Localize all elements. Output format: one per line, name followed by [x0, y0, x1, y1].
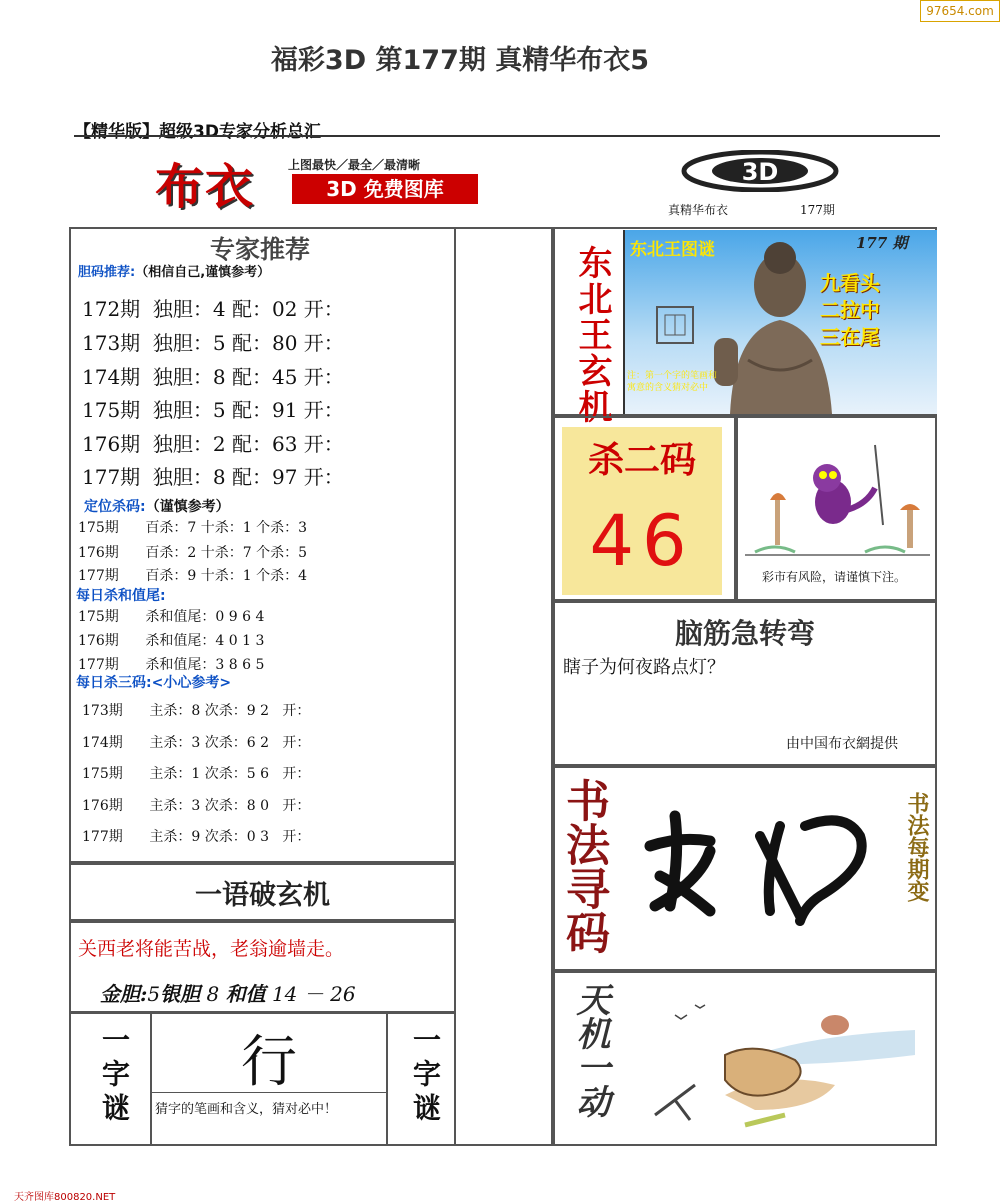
gold-silver-sum-line — [100, 978, 356, 1007]
riddle-credit: 由中国布衣網提供 — [786, 736, 898, 752]
kill-three-row: 173期 主杀：8 次杀：9 2 开： — [82, 703, 311, 719]
dan-row: 172期 独胆：4 配：02 开： — [82, 297, 344, 321]
site-watermark: 97654.com — [920, 0, 1000, 22]
dongbei-vertical-title: 东北王玄机 — [572, 245, 612, 425]
dan-row: 174期 独胆：8 配：45 开： — [82, 365, 344, 389]
zimi-divider — [150, 1092, 388, 1093]
position-heading — [84, 496, 230, 516]
yiyu-poem: 关西老将能苦战，老翁逾墙走。 — [78, 938, 345, 960]
svg-text:3D: 3D — [741, 158, 779, 186]
position-heading-label: 定位杀码: — [84, 499, 146, 515]
dan-heading-note: （相信自己,谨慎参考） — [135, 265, 271, 280]
blank-column — [456, 227, 553, 1146]
gold-label: 金胆: — [100, 982, 148, 1006]
dog-landscape-image — [635, 985, 925, 1135]
dongbei-hint-lines — [820, 270, 880, 351]
position-row: 175期 百杀：7 十杀：1 个杀：3 — [78, 520, 308, 536]
dongbei-issue: 177 期 — [856, 234, 908, 252]
logo-library-badge: 3D 免费图库 — [292, 174, 478, 204]
dinosaur-cartoon-image — [745, 430, 930, 565]
dan-heading-label: 胆码推荐: — [78, 265, 136, 280]
position-row: 177期 百杀：9 十杀：1 个杀：4 — [78, 568, 308, 584]
silver-value: 8 — [206, 982, 220, 1006]
dan-row: 173期 独胆：5 配：80 开： — [82, 331, 344, 355]
sum-tail-row: 176期 杀和值尾：4 0 1 3 — [78, 633, 265, 649]
seal-3d-logo — [680, 150, 840, 192]
zimi-label-left: 一字谜 — [98, 1025, 131, 1127]
kill-three-row: 176期 主杀：3 次杀：8 0 开： — [82, 798, 311, 814]
gold-value: 5 — [147, 982, 161, 1006]
kill-two-title: 杀二码 — [587, 440, 696, 481]
sum-value: 14 － 26 — [271, 982, 356, 1006]
logo-tagline: 上图最快／最全／最清晰 — [288, 158, 421, 172]
riddle-title: 脑筋急转弯 — [674, 617, 815, 650]
riddle-question: 瞎子为何夜路点灯？ — [563, 657, 725, 678]
sum-tail-heading: 每日杀和值尾: — [76, 588, 166, 604]
dan-row: 177期 独胆：8 配：97 开： — [82, 465, 344, 489]
dan-heading — [78, 261, 270, 280]
sum-label: 和值 — [225, 982, 266, 1006]
seal-issue: 177期 — [800, 203, 835, 217]
calligraphy-vertical-title: 书法寻码 — [558, 778, 609, 954]
page-title: 福彩3D 第177期 真精华布衣5 — [270, 45, 650, 76]
sum-tail-row: 177期 杀和值尾：3 8 6 5 — [78, 657, 265, 673]
position-row: 176期 百杀：2 十杀：7 个杀：5 — [78, 545, 308, 561]
dan-row: 175期 独胆：5 配：91 开： — [82, 398, 344, 422]
kill-three-row: 177期 主杀：9 次杀：0 3 开： — [82, 829, 311, 845]
bottom-watermark: 天齐图库800820.NET — [14, 1192, 116, 1203]
dan-row: 176期 独胆：2 配：63 开： — [82, 432, 344, 456]
kill-three-heading: 每日杀三码:<小心参考> — [76, 675, 232, 691]
kill-two-numbers: 46 — [589, 500, 695, 582]
sum-tail-row: 175期 杀和值尾：0 9 6 4 — [78, 609, 265, 625]
seal-caption: 真精华布衣 — [668, 203, 729, 217]
page-subtitle: 【精华版】超级3D专家分析总汇 — [74, 122, 321, 142]
calligraphy-brush-image — [640, 796, 880, 926]
dongbei-hint-line: 九看头 — [820, 271, 880, 295]
zimi-label-right: 一字谜 — [409, 1025, 442, 1127]
kill-three-row: 175期 主杀：1 次杀：5 6 开： — [82, 766, 311, 782]
seal-stamp-icon — [655, 305, 695, 345]
silver-label: 银胆 — [160, 982, 201, 1006]
dongbei-image-title: 东北王图谜 — [630, 240, 715, 260]
dongbei-note: 注：第一个字的笔画和寓意的含义猜对必中 — [627, 371, 718, 393]
kill-three-row: 174期 主杀：3 次杀：6 2 开： — [82, 735, 311, 751]
expert-title: 专家推荐 — [209, 235, 310, 264]
header-divider — [74, 135, 940, 137]
zimi-note: 猜字的笔画和含义，猜对必中！ — [155, 1102, 338, 1117]
zimi-character: 行 — [241, 1030, 297, 1095]
yiyu-title: 一语破玄机 — [195, 880, 330, 911]
dongbei-hint-line: 三在尾 — [820, 325, 880, 349]
position-heading-note: （谨慎参考） — [145, 499, 230, 515]
tianji-vertical-title: 天机一动 — [570, 982, 610, 1118]
cartoon-note: 彩市有风险，请谨慎下注。 — [762, 570, 907, 584]
logo-buyi: 布衣 — [155, 159, 256, 215]
dongbei-hint-line: 二拉中 — [820, 298, 880, 322]
calligraphy-side-note: 书法每期变 — [904, 792, 930, 902]
